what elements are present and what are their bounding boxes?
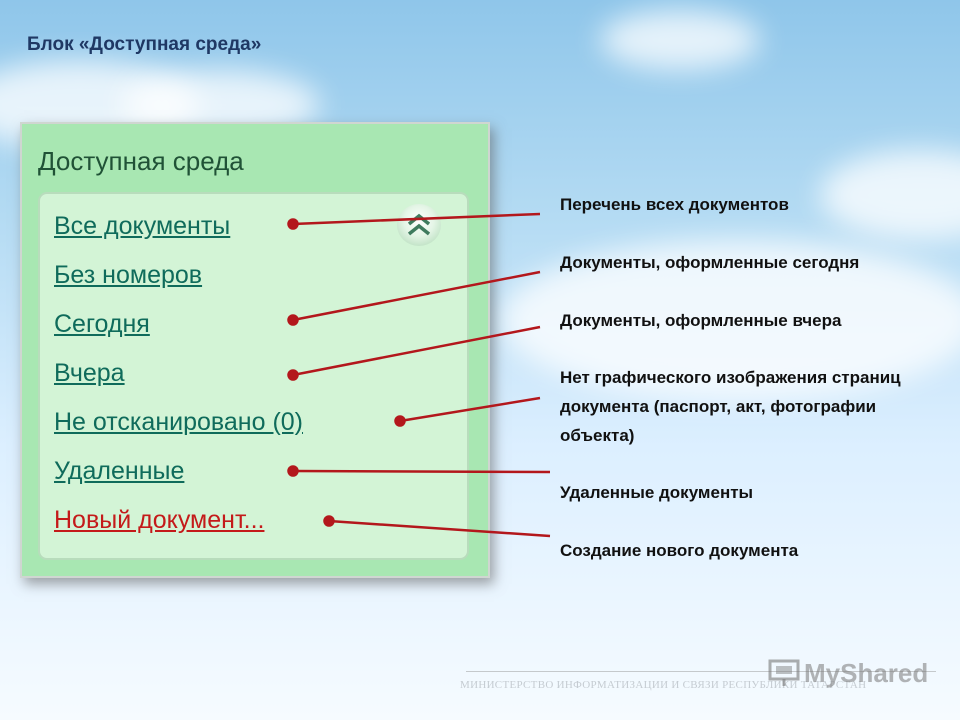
link-not-scanned[interactable]: Не отсканировано (0) — [54, 408, 304, 436]
link-deleted[interactable]: Удаленные — [54, 457, 185, 485]
callout-line — [293, 327, 540, 375]
callout-line — [293, 214, 540, 224]
link-without-numbers[interactable]: Без номеров — [54, 261, 203, 289]
description-all-documents: Перечень всех документов — [560, 195, 789, 214]
callout-line — [400, 398, 540, 421]
link-new-document[interactable]: Новый документ... — [54, 506, 265, 534]
callout-line — [329, 521, 550, 536]
callout-dot — [289, 371, 298, 380]
callout-dot — [325, 517, 334, 526]
callout-line — [293, 272, 540, 320]
callout-dot — [289, 316, 298, 325]
description-yesterday: Документы, оформленные вчера — [560, 311, 842, 330]
footer-ministry-text: МИНИСТЕРСТВО ИНФОРМАТИЗАЦИИ И СВЯЗИ РЕСПУБЛИКИ ТАТАРСТАН — [460, 679, 867, 691]
link-all-documents[interactable]: Все документы — [54, 212, 231, 240]
link-yesterday[interactable]: Вчера — [54, 359, 125, 387]
panel-title: Доступная среда — [38, 146, 244, 176]
watermark-text: MyShared — [804, 658, 929, 688]
callout-dot — [396, 417, 405, 426]
callout-dot — [289, 220, 298, 229]
description-not-scanned: Нет графического изображения страниц документа (паспорт, акт, фотографии объекта) — [560, 368, 901, 445]
description-new-document: Создание нового документа — [560, 541, 799, 560]
description-today: Документы, оформленные сегодня — [560, 253, 860, 272]
callout-dot — [289, 467, 298, 476]
callout-line — [293, 471, 550, 472]
slide-title: Блок «Доступная среда» — [27, 34, 262, 55]
link-today[interactable]: Сегодня — [54, 310, 150, 338]
projector-icon — [768, 658, 800, 688]
description-deleted: Удаленные документы — [560, 483, 754, 502]
